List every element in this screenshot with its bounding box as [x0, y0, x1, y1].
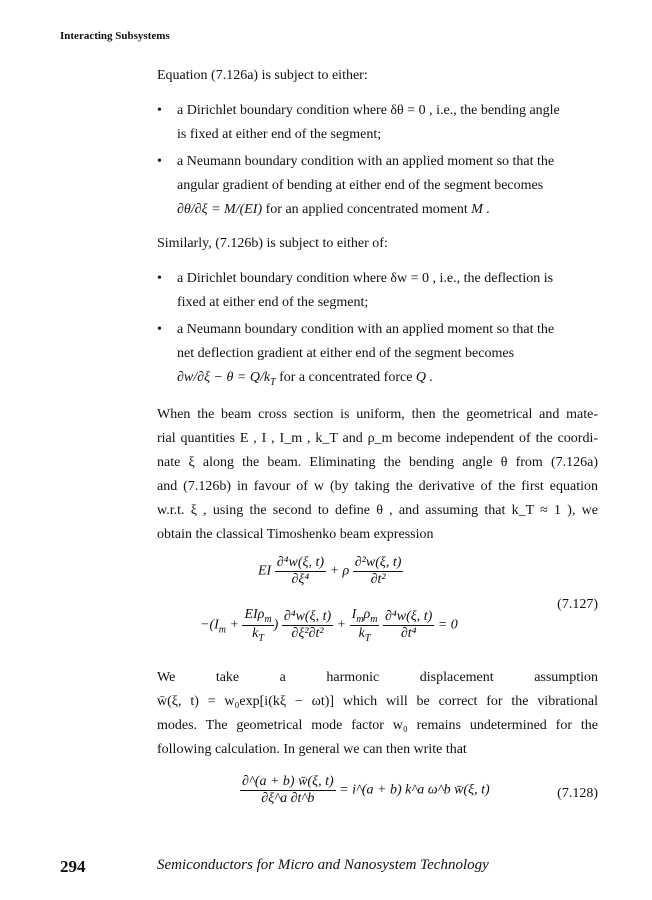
paragraph-line: and (7.126b) in favour of w (by taking the derivative of the first equation — [157, 479, 598, 494]
paragraph-line: w̄(ξ, t) = w₀exp[i(kξ − ωt)] which will be correct for the vibrational — [157, 694, 598, 709]
word: a — [279, 670, 286, 685]
bullet-line: fixed at either end of the segment; — [177, 295, 369, 310]
eq-subscript: T — [364, 632, 371, 644]
paragraph-line: When the beam cross section is uniform, then the geometrical and mate- — [157, 407, 598, 422]
eq-subscript: T — [258, 632, 264, 644]
eq-term: ρ — [363, 607, 371, 622]
eq-numerator: ∂⁴w(ξ, t) — [283, 608, 332, 624]
bullet-dot: • — [157, 271, 162, 286]
eq-fraction — [242, 607, 273, 644]
bullet-dot: • — [157, 103, 162, 118]
bullet-line: a Dirichlet boundary condition where δw = 0 , i.e., the deflection is — [177, 271, 554, 286]
eq-denominator: ∂ξ⁴ — [291, 572, 310, 587]
bullet-neumann-angle — [157, 150, 598, 222]
eq-subscript: m — [356, 613, 364, 625]
intro-a: Equation (7.126a) is subject to either: — [157, 68, 368, 83]
eq-denominator: ∂ξ^a ∂t^b — [261, 791, 315, 806]
eq-subscript: m — [218, 624, 227, 636]
paragraph-line-spread — [157, 666, 598, 690]
eq-term: EIρ — [244, 607, 265, 622]
bullet-line: net deflection gradient at either end of the segment becomes — [177, 346, 515, 361]
equation-number-7-128: (7.128) — [557, 786, 598, 801]
book-title: Semiconductors for Micro and Nanosystem Technology — [157, 857, 489, 873]
math-text: for an applied concentrated moment — [262, 202, 472, 217]
running-header: Interacting Subsystems — [60, 30, 170, 42]
eq-subscript: m — [370, 613, 378, 625]
eq-denominator: ∂t² — [370, 572, 386, 587]
paragraph-line: nate ξ along the beam. Eliminating the bending angle θ from (7.126a) — [157, 455, 598, 470]
eq-fraction — [383, 609, 434, 642]
eq-rhs: = i^(a + b) k^a ω^b w̄(ξ, t) — [339, 782, 490, 798]
eq-operator: + ρ — [329, 563, 350, 579]
word: displacement — [419, 670, 494, 685]
eq-operator: + — [336, 617, 347, 633]
eq-rhs: = 0 — [437, 617, 458, 633]
word: harmonic — [326, 670, 380, 685]
eq-paren: ) — [273, 617, 279, 633]
math-expr: ∂θ/∂ξ = M/(EI) — [177, 202, 263, 217]
eq-fraction — [353, 555, 404, 588]
eq-fraction — [282, 609, 333, 642]
eq-denominator — [242, 626, 273, 644]
eq-numerator — [242, 607, 273, 626]
eq-numerator: ∂^(a + b) w̄(ξ, t) — [242, 774, 334, 789]
paragraph-line: modes. The geometrical mode factor w₀ remains undetermined for the — [157, 718, 598, 733]
word: We — [157, 670, 176, 685]
eq-fraction — [275, 555, 326, 588]
bullet-dot: • — [157, 154, 162, 169]
eq-numerator: ∂⁴w(ξ, t) — [384, 608, 433, 624]
paragraph-harmonic — [157, 666, 598, 762]
paragraph-line: obtain the classical Timoshenko beam expression — [157, 527, 434, 542]
eq-operator: + — [226, 617, 243, 633]
eq-denominator — [350, 626, 380, 644]
word: take — [215, 670, 240, 685]
equation-number-7-127: (7.127) — [557, 597, 598, 612]
bullet-line: angular gradient of bending at either end of the segment becomes — [177, 178, 544, 193]
paragraph-line: following calculation. In general we can then write that — [157, 742, 467, 757]
bullet-line: a Neumann boundary condition with an applied moment so that the — [177, 322, 555, 337]
bullet-neumann-deflection — [157, 318, 598, 395]
bullet-dot: • — [157, 322, 162, 337]
paragraph-line: rial quantities E , I , I_m , k_T and ρ_m become independent of the coordi- — [157, 431, 598, 446]
eq-fraction — [350, 607, 380, 644]
bullet-line: a Dirichlet boundary condition where δθ = 0 , i.e., the bending angle — [177, 103, 560, 118]
bullet-math-line — [177, 198, 598, 222]
eq-denominator: ∂ξ²∂t² — [291, 625, 324, 641]
math-var: M . — [471, 202, 490, 217]
math-expr: ∂w/∂ξ − θ = Q/k — [177, 370, 271, 385]
eq-denominator: ∂t⁴ — [400, 625, 417, 641]
equation-7-127-line2 — [200, 607, 458, 644]
eq-term: k — [358, 625, 365, 641]
bullet-dirichlet-deflection — [157, 267, 598, 315]
equation-7-128 — [240, 774, 490, 807]
eq-lead: −(I — [200, 617, 219, 633]
bullet-dirichlet-angle — [157, 99, 598, 147]
math-subscript: T — [270, 376, 276, 388]
paragraph-uniform — [157, 403, 598, 547]
eq-term: k — [252, 625, 259, 641]
page-number: 294 — [60, 857, 86, 876]
bullet-line: is fixed at either end of the segment; — [177, 127, 382, 142]
intro-b: Similarly, (7.126b) is subject to either of: — [157, 236, 388, 251]
word: assumption — [534, 670, 598, 685]
eq-term: I — [351, 607, 357, 622]
eq-subscript: m — [264, 613, 272, 625]
paragraph-line: w.r.t. ξ , using the second to define θ , and assuming that k_T ≈ 1 ), we — [157, 503, 598, 518]
equation-7-127-line1 — [258, 555, 403, 588]
eq-numerator: ∂⁴w(ξ, t) — [276, 555, 325, 570]
math-var: Q . — [415, 370, 434, 385]
bullet-line: a Neumann boundary condition with an applied moment so that the — [177, 154, 555, 169]
eq-numerator — [350, 607, 380, 626]
eq-fraction — [240, 774, 336, 807]
eq-coef: EI — [258, 563, 272, 579]
eq-numerator: ∂²w(ξ, t) — [354, 555, 402, 570]
math-text: for a concentrated force — [275, 370, 416, 385]
bullet-math-line — [177, 366, 598, 395]
